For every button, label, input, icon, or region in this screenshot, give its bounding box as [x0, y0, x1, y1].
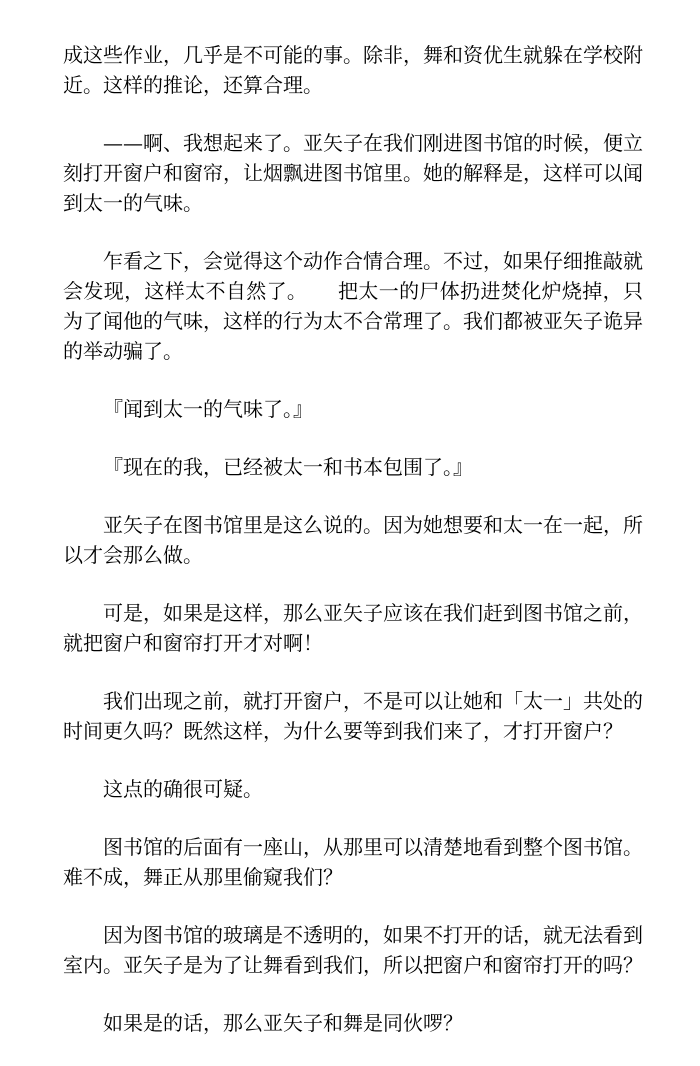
paragraph-8: 我们出现之前，就打开窗户，不是可以让她和「太一」共处的时间更久吗？既然这样，为什么要等到我们来了，才打开窗户？: [63, 689, 643, 743]
quote-1: 『闻到太一的气味了。』: [103, 397, 313, 421]
document-body: [63, 40, 643, 1066]
paragraph-7: 可是，如果是这样，那么亚矢子应该在我们赶到图书馆之前，就把窗户和窗帘打开才对啊！: [63, 601, 643, 655]
paragraph-3: 乍看之下，会觉得这个动作合情合理。不过，如果仔细推敲就会发现，这样太不自然了。 把太一的尸体扔进焚化炉烧掉，只为了闻他的气味，这样的行为太不合常理了。我们都被亚矢子诡异的举动骗了。: [63, 249, 643, 363]
paragraph-9: 这点的确很可疑。: [103, 777, 263, 801]
paragraph-10: 图书馆的后面有一座山，从那里可以清楚地看到整个图书馆。难不成，舞正从那里偷窥我们？: [63, 835, 643, 889]
quote-2: 『现在的我，已经被太一和书本包围了。』: [103, 455, 473, 479]
paragraph-6: 亚矢子在图书馆里是这么说的。因为她想要和太一在一起，所以才会那么做。: [63, 513, 643, 567]
paragraph-12: 如果是的话，那么亚矢子和舞是同伙啰？: [103, 1011, 463, 1035]
paragraph-11: 因为图书馆的玻璃是不透明的，如果不打开的话，就无法看到室内。亚矢子是为了让舞看到我们，所以把窗户和窗帘打开的吗？: [63, 923, 643, 977]
paragraph-1: 成这些作业，几乎是不可能的事。除非，舞和资优生就躲在学校附近。这样的推论，还算合理。: [63, 43, 643, 97]
paragraph-2: ——啊、我想起来了。亚矢子在我们刚进图书馆的时候，便立刻打开窗户和窗帘，让烟飘进图书馆里。她的解释是，这样可以闻到太一的气味。: [63, 131, 643, 215]
